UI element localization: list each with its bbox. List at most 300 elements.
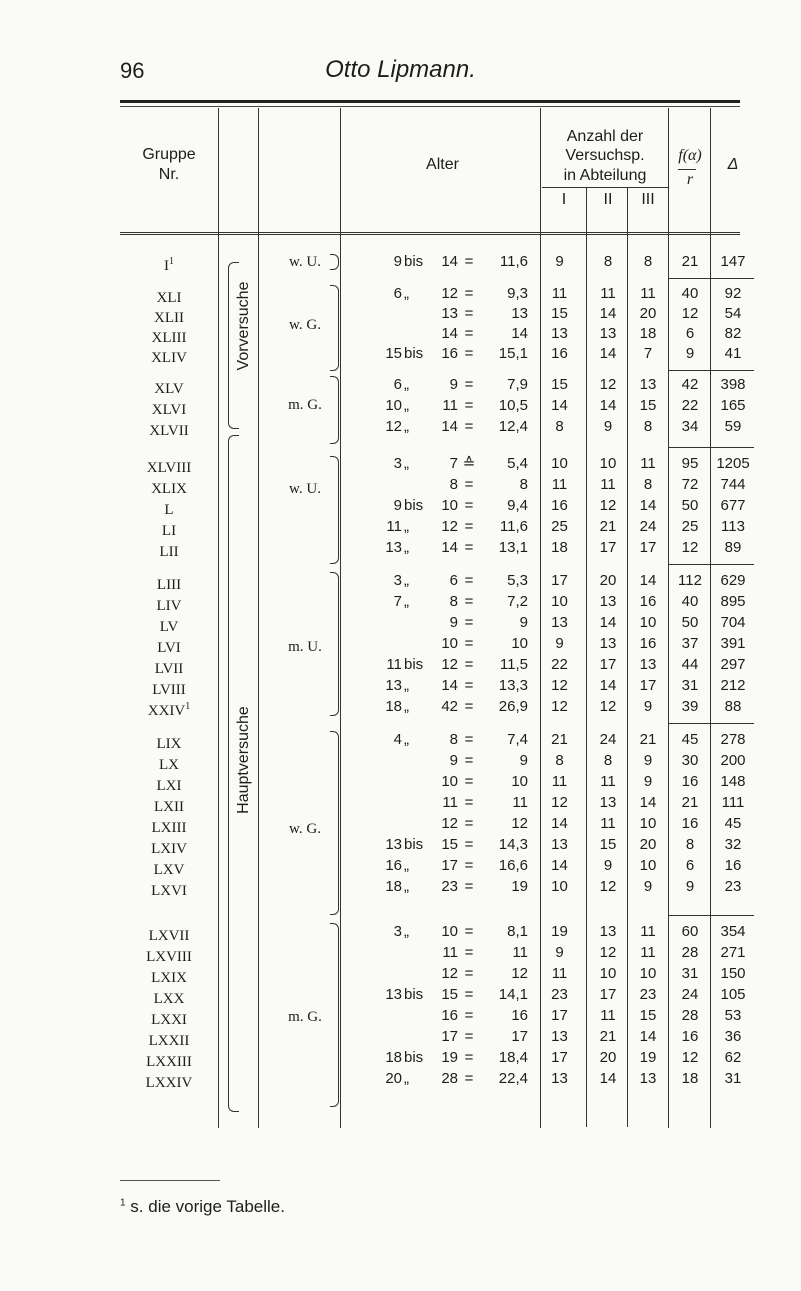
count-i — [542, 773, 577, 791]
count-iii — [628, 635, 668, 653]
age-sep-text: bis — [404, 497, 424, 514]
age-to — [430, 376, 458, 394]
f-alpha-r — [670, 253, 710, 271]
age-from — [345, 1049, 402, 1067]
age-to-text: 10 — [441, 635, 458, 652]
count-iii — [628, 923, 668, 941]
count-iii — [628, 731, 668, 749]
count-iii-text: 10 — [639, 815, 657, 832]
delta-text: 82 — [724, 325, 742, 342]
row-number-text: LXIV — [151, 841, 187, 857]
count-iii — [628, 455, 668, 473]
age-sep-text: bis — [404, 345, 424, 362]
age-eq-text: = — [464, 857, 474, 874]
count-iii-text: 7 — [643, 345, 653, 362]
count-iii — [628, 1007, 668, 1025]
count-ii-text: 10 — [599, 965, 617, 982]
count-ii — [588, 518, 628, 536]
group-rule — [668, 278, 754, 279]
age-from — [345, 572, 402, 590]
header-alter: Alter — [426, 156, 459, 173]
row-number-text: XLV — [154, 381, 184, 397]
f-alpha-r — [670, 1028, 710, 1046]
count-i — [542, 1007, 577, 1025]
age-mean — [480, 1070, 528, 1088]
brace-group — [330, 285, 339, 371]
f-alpha-r-text: 24 — [681, 986, 699, 1003]
age-to-text: 14 — [441, 418, 458, 435]
age-from — [345, 539, 402, 557]
header-col-i: I — [561, 191, 567, 208]
age-from-text: 6 — [393, 285, 402, 302]
count-i — [542, 305, 577, 323]
count-i-text: 11 — [551, 476, 568, 493]
age-from — [345, 418, 402, 436]
age-eq-text: = — [464, 965, 474, 982]
age-to-text: 11 — [442, 794, 458, 811]
row-number-text: LXVIII — [146, 949, 192, 965]
age-sep — [404, 539, 432, 557]
age-from-text: 11 — [386, 518, 402, 535]
count-i-text: 21 — [551, 731, 568, 748]
age-sep — [404, 593, 432, 611]
age-eq — [460, 656, 478, 674]
f-alpha-r — [670, 635, 710, 653]
running-title: Otto Lipmann. — [325, 56, 476, 83]
row-number — [120, 1028, 218, 1050]
age-sep — [404, 878, 432, 896]
count-i — [542, 677, 577, 695]
age-mean-text: 11,5 — [499, 656, 528, 673]
f-alpha-r — [670, 986, 710, 1004]
count-i — [542, 614, 577, 632]
row-number — [120, 1070, 218, 1092]
f-alpha-r-text: 28 — [681, 944, 699, 961]
age-eq-text: = — [464, 1028, 474, 1045]
delta — [712, 1070, 754, 1088]
row-number — [120, 986, 218, 1008]
age-eq-text: = — [464, 1070, 474, 1087]
count-iii — [628, 794, 668, 812]
age-to-text: 10 — [441, 923, 458, 940]
row-number-text: LI — [161, 523, 177, 539]
row-number-text: XLIV — [151, 350, 187, 366]
f-alpha-r-text: 31 — [681, 965, 699, 982]
count-i-text: 16 — [551, 497, 568, 514]
count-iii-text: 18 — [639, 325, 657, 342]
f-alpha-r — [670, 815, 710, 833]
group-label: m. U. — [288, 639, 322, 655]
age-to — [430, 635, 458, 653]
age-to-text: 12 — [441, 518, 458, 535]
age-sep-text: „ — [404, 923, 409, 940]
count-ii-text: 24 — [599, 731, 617, 748]
f-alpha-r — [670, 572, 710, 590]
age-to-text: 15 — [441, 836, 458, 853]
count-ii — [588, 476, 628, 494]
delta — [712, 455, 754, 473]
delta-text: 111 — [721, 794, 745, 811]
age-eq — [460, 345, 478, 363]
count-ii — [588, 418, 628, 436]
count-ii — [588, 593, 628, 611]
age-sep — [404, 923, 432, 941]
age-sep-text: „ — [404, 285, 409, 302]
age-eq-text: = — [464, 878, 474, 895]
age-mean — [480, 253, 528, 271]
age-sep-text: bis — [404, 836, 424, 853]
f-alpha-r-text: 37 — [681, 635, 699, 652]
age-sep — [404, 836, 432, 854]
age-sep-text: „ — [404, 376, 409, 393]
age-eq — [460, 253, 478, 271]
count-i-text: 8 — [555, 752, 564, 769]
age-eq — [460, 376, 478, 394]
count-iii — [628, 773, 668, 791]
f-alpha-r — [670, 593, 710, 611]
count-i-text: 8 — [555, 418, 564, 435]
count-i — [542, 397, 577, 415]
row-number — [120, 815, 218, 837]
count-i — [542, 656, 577, 674]
age-sep-text: „ — [404, 731, 409, 748]
delta — [712, 773, 754, 791]
age-to — [430, 752, 458, 770]
delta-text: 62 — [724, 1049, 742, 1066]
count-i — [542, 418, 577, 436]
count-iii-text: 10 — [639, 857, 657, 874]
count-i — [542, 476, 577, 494]
count-ii-text: 11 — [600, 476, 616, 493]
f-alpha-r-text: 45 — [681, 731, 699, 748]
header-anzahl-2: Versuchsp. — [565, 147, 645, 164]
count-ii-text: 12 — [599, 944, 617, 961]
count-i-text: 19 — [551, 923, 568, 940]
age-eq-text: = — [464, 418, 474, 435]
age-to-text: 9 — [449, 376, 458, 393]
f-alpha-r — [670, 965, 710, 983]
f-alpha-r-text: 72 — [681, 476, 699, 493]
delta — [712, 698, 754, 716]
count-iii — [628, 397, 668, 415]
vrule-7 — [668, 108, 669, 1128]
row-number — [120, 794, 218, 816]
age-mean — [480, 656, 528, 674]
row-number — [120, 878, 218, 900]
age-from-text: 3 — [393, 455, 402, 472]
age-from-text: 15 — [385, 345, 402, 362]
age-to — [430, 285, 458, 303]
row-number-text: XLVI — [151, 402, 187, 418]
count-i-text: 13 — [551, 614, 568, 631]
count-ii — [588, 836, 628, 854]
age-mean — [480, 518, 528, 536]
count-iii-text: 9 — [643, 773, 653, 790]
delta-text: 16 — [724, 857, 742, 874]
count-iii — [628, 878, 668, 896]
delta-text: 113 — [721, 518, 745, 535]
age-to-text: 19 — [441, 1049, 458, 1066]
age-mean — [480, 794, 528, 812]
f-alpha-r-text: 6 — [685, 325, 695, 342]
count-ii — [588, 1049, 628, 1067]
section-vorversuche: Vorversuche — [235, 281, 252, 371]
row-number-text: LIX — [156, 736, 182, 752]
brace-group — [330, 731, 339, 915]
delta — [712, 794, 754, 812]
age-eq — [460, 698, 478, 716]
row-number-text: LXXI — [151, 1012, 187, 1028]
age-mean — [480, 731, 528, 749]
row-number — [120, 285, 218, 307]
age-eq-text: = — [464, 773, 474, 790]
age-mean — [480, 572, 528, 590]
age-to — [430, 397, 458, 415]
age-to — [430, 923, 458, 941]
age-eq-text: = — [464, 752, 474, 769]
count-i-text: 9 — [555, 253, 564, 270]
row-number — [120, 836, 218, 858]
count-iii-text: 16 — [639, 593, 657, 610]
age-from-text: 13 — [385, 836, 402, 853]
row-number-text: XLVII — [149, 423, 189, 439]
f-alpha-r-text: 16 — [681, 773, 699, 790]
age-mean-text: 9 — [519, 614, 528, 631]
row-number-text: XLII — [154, 310, 184, 326]
count-iii-text: 9 — [643, 878, 653, 895]
count-i — [542, 1028, 577, 1046]
age-eq-text: = — [464, 376, 474, 393]
f-alpha-r — [670, 794, 710, 812]
count-iii — [628, 965, 668, 983]
age-mean-text: 14,3 — [498, 836, 528, 853]
age-to-text: 14 — [441, 677, 458, 694]
delta — [712, 325, 754, 343]
age-sep — [404, 497, 432, 515]
delta-text: 677 — [720, 497, 746, 514]
age-to-text: 12 — [441, 656, 458, 673]
age-sep — [404, 677, 432, 695]
header-col-iii: III — [641, 191, 655, 208]
count-iii — [628, 305, 668, 323]
brace-group — [330, 572, 339, 716]
age-mean — [480, 476, 528, 494]
row-number-text: LIV — [156, 598, 182, 614]
f-alpha-r — [670, 455, 710, 473]
delta-text: 54 — [724, 305, 742, 322]
age-eq-text: = — [464, 836, 474, 853]
age-eq-text: = — [464, 518, 474, 535]
count-iii — [628, 752, 668, 770]
top-rule-thin — [120, 106, 740, 107]
f-alpha-r-text: 6 — [685, 857, 695, 874]
row-number — [120, 572, 218, 594]
count-ii-text: 13 — [599, 325, 617, 342]
delta-text: 88 — [724, 698, 742, 715]
count-i-text: 14 — [551, 857, 568, 874]
row-footnote-mark: 1 — [169, 256, 174, 267]
group-label: w. G. — [289, 317, 321, 333]
age-eq — [460, 518, 478, 536]
header-anzahl-3: in Abteilung — [563, 167, 647, 184]
delta-text: 147 — [720, 253, 746, 270]
age-to — [430, 305, 458, 323]
age-mean — [480, 836, 528, 854]
f-alpha-r-text: 112 — [678, 572, 702, 589]
f-alpha-r — [670, 836, 710, 854]
age-sep — [404, 731, 432, 749]
age-mean-text: 13,3 — [498, 677, 528, 694]
age-mean — [480, 345, 528, 363]
brace-group — [330, 923, 339, 1107]
count-iii-text: 8 — [643, 253, 653, 270]
group-rule — [668, 723, 754, 724]
count-i-text: 11 — [551, 965, 568, 982]
count-iii-text: 16 — [639, 635, 657, 652]
age-to-text: 10 — [441, 497, 458, 514]
delta-text: 32 — [724, 836, 742, 853]
count-i-text: 18 — [551, 539, 568, 556]
f-alpha-r-text: 31 — [681, 677, 699, 694]
age-mean — [480, 698, 528, 716]
count-ii — [588, 986, 628, 1004]
count-i — [542, 1070, 577, 1088]
row-number-text: XLI — [156, 290, 182, 306]
count-ii — [588, 572, 628, 590]
count-ii-text: 13 — [599, 593, 617, 610]
f-alpha-r-text: 40 — [681, 285, 699, 302]
header-nr: Nr. — [158, 166, 180, 183]
count-ii — [588, 773, 628, 791]
f-alpha-r — [670, 923, 710, 941]
count-iii-text: 11 — [640, 285, 656, 302]
age-to — [430, 857, 458, 875]
age-mean-text: 18,4 — [498, 1049, 528, 1066]
count-i-text: 9 — [555, 635, 564, 652]
count-iii — [628, 1028, 668, 1046]
count-i — [542, 923, 577, 941]
count-i — [542, 325, 577, 343]
count-iii — [628, 285, 668, 303]
age-to — [430, 1049, 458, 1067]
count-iii — [628, 345, 668, 363]
count-i — [542, 944, 577, 962]
count-ii-text: 14 — [599, 305, 617, 322]
age-eq — [460, 986, 478, 1004]
count-ii-text: 14 — [599, 345, 617, 362]
count-ii-text: 14 — [599, 397, 617, 414]
delta-text: 200 — [720, 752, 746, 769]
age-mean — [480, 944, 528, 962]
delta-text: 89 — [724, 539, 742, 556]
row-number-text: XLIII — [151, 330, 187, 346]
count-ii — [588, 656, 628, 674]
delta — [712, 397, 754, 415]
row-number — [120, 376, 218, 398]
delta — [712, 635, 754, 653]
f-alpha-r-text: 8 — [685, 836, 695, 853]
count-iii — [628, 986, 668, 1004]
count-ii-text: 12 — [599, 698, 617, 715]
f-alpha-r-text: 9 — [685, 878, 695, 895]
age-mean — [480, 965, 528, 983]
age-sep — [404, 1049, 432, 1067]
age-eq-text: = — [464, 635, 474, 652]
age-eq — [460, 397, 478, 415]
count-ii-text: 17 — [599, 656, 617, 673]
count-ii-text: 20 — [599, 1049, 617, 1066]
age-mean-text: 13,1 — [498, 539, 528, 556]
count-ii — [588, 944, 628, 962]
age-mean — [480, 418, 528, 436]
count-i-text: 10 — [551, 455, 568, 472]
row-number-text: LXIII — [151, 820, 187, 836]
delta — [712, 815, 754, 833]
age-sep — [404, 285, 432, 303]
f-alpha-r — [670, 476, 710, 494]
row-number-text: XXIV — [147, 703, 186, 719]
row-number — [120, 752, 218, 774]
delta — [712, 677, 754, 695]
age-from — [345, 518, 402, 536]
count-iii — [628, 539, 668, 557]
count-ii — [588, 539, 628, 557]
age-to-text: 28 — [441, 1070, 458, 1087]
age-eq-text: = — [464, 539, 474, 556]
f-alpha-r — [670, 878, 710, 896]
age-from-text: 16 — [385, 857, 402, 874]
age-from — [345, 878, 402, 896]
age-from-text: 4 — [393, 731, 402, 748]
row-number — [120, 944, 218, 966]
count-i — [542, 1049, 577, 1067]
count-iii-text: 19 — [639, 1049, 657, 1066]
age-sep-text: bis — [404, 1049, 424, 1066]
age-mean — [480, 539, 528, 557]
row-number — [120, 614, 218, 636]
age-eq — [460, 325, 478, 343]
row-number — [120, 857, 218, 879]
age-mean — [480, 752, 528, 770]
age-to-text: 11 — [442, 397, 458, 414]
age-to — [430, 773, 458, 791]
age-from — [345, 836, 402, 854]
count-ii-text: 11 — [600, 815, 616, 832]
age-from — [345, 731, 402, 749]
age-eq — [460, 857, 478, 875]
count-ii — [588, 1028, 628, 1046]
age-eq — [460, 539, 478, 557]
age-from — [345, 253, 402, 271]
age-eq-text: = — [464, 305, 474, 322]
count-ii — [588, 731, 628, 749]
count-iii-text: 17 — [639, 539, 657, 556]
delta — [712, 857, 754, 875]
age-eq-text: = — [464, 731, 474, 748]
f-alpha-r — [670, 497, 710, 515]
age-mean — [480, 1028, 528, 1046]
delta — [712, 1049, 754, 1067]
age-eq-text: = — [464, 1049, 474, 1066]
count-ii-text: 21 — [599, 1028, 617, 1045]
count-i-text: 11 — [551, 773, 568, 790]
row-number-text: LXVI — [151, 883, 187, 899]
delta — [712, 614, 754, 632]
age-mean-text: 12,4 — [498, 418, 528, 435]
count-i-text: 12 — [551, 677, 568, 694]
age-from-text: 18 — [385, 698, 402, 715]
delta — [712, 731, 754, 749]
